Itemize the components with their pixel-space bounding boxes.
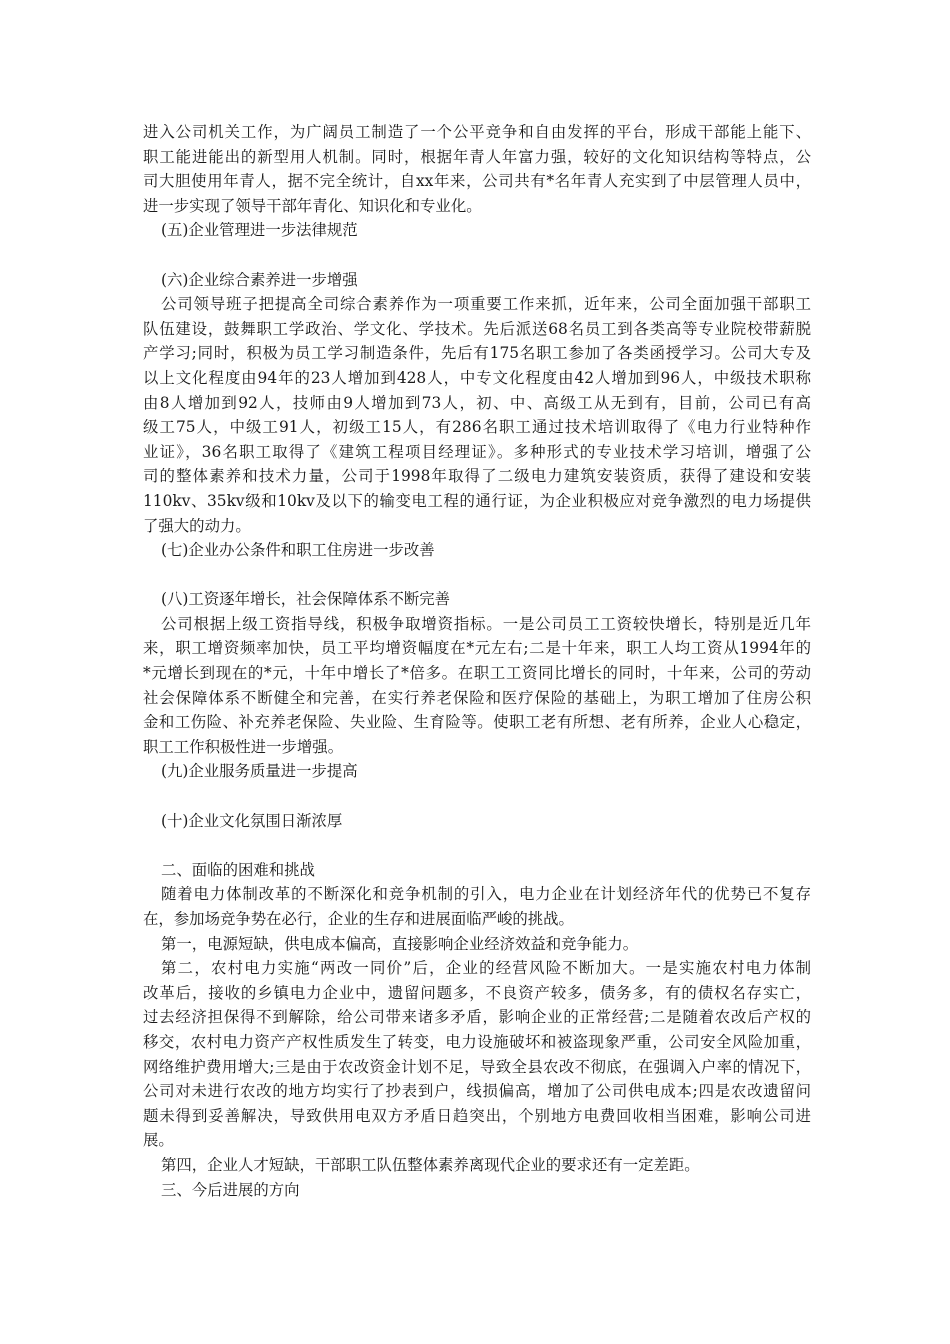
paragraph-line: 第二，农村电力实施“两改一同价”后，企业的经营风险不断加大。一是实施农村电力体制 (161, 959, 811, 978)
paragraph-line: 进入公司机关工作，为广阔员工制造了一个公平竞争和自由发挥的平台，形成干部能上能下、 (143, 123, 811, 141)
paragraph-line: 金和工伤险、补充养老保险、失业险、生育险等。使职工老有所想、老有所养，企业人心稳定， (143, 713, 811, 732)
section-heading: (七)企业办公条件和职工住房进一步改善 (161, 541, 435, 560)
section-heading: (九)企业服务质量进一步提高 (161, 762, 358, 781)
document-page (143, 120, 811, 1202)
paragraph-line: 由8人增加到92人，技师由9人增加到73人，初、中、高级工从无到有，目前，公司已有高 (143, 393, 811, 412)
paragraph-line: 级工75人，中级工91人，初级工15人，有286名职工通过技术培训取得了《电力行业特种作 (143, 418, 811, 437)
body-paragraph (143, 292, 811, 538)
paragraph-line: 来，职工增资频率加快，员工平均增资幅度在*元左右;二是十年来，职工人均工资从1994年的 (143, 639, 811, 658)
paragraph-line: 网络维护费用增大;三是由于农改资金计划不足，导致全县农改不彻底，在强调入户率的情况下， (143, 1057, 811, 1076)
paragraph-line: *元增长到现在的*元，十年中增长了*倍多。在职工工资同比增长的同时，十年来，公司的劳动 (143, 664, 811, 683)
paragraph-line: 移交，农村电力资产产权性质发生了转变，电力设施破坏和被盗现象严重，公司安全风险加重， (143, 1032, 811, 1051)
paragraph-line: 司的整体素养和技术力量，公司于1998年取得了二级电力建筑安装资质，获得了建设和安装 (143, 467, 811, 486)
body-paragraph (143, 932, 811, 957)
paragraph-line: 在，参加场竞争势在必行，企业的生存和进展面临严峻的挑战。 (143, 910, 574, 928)
body-paragraph (143, 956, 811, 1153)
paragraph-line: 产学习;同时，积极为员工学习制造条件，先后有175名职工参加了各类函授学习。公司大专及 (143, 344, 811, 363)
paragraph-line: 过去经济担保得不到解除，给公司带来诸多矛盾，影响企业的正常经营;二是随着农改后产权的 (143, 1008, 811, 1027)
paragraph-line: 职工工作积极性进一步增强。 (143, 737, 344, 756)
body-paragraph (143, 882, 811, 931)
paragraph-line: 以上文化程度由94年的23人增加到428人，中专文化程度由42人增加到96人，中级技术职称 (143, 368, 811, 387)
blank-line (143, 563, 811, 588)
paragraph-line: 改革后，接收的乡镇电力企业中，遗留问题多，不良资产较多，债务多，有的债权名存实亡， (143, 983, 811, 1002)
paragraph-line: 第四，企业人才短缺，干部职工队伍整体素养离现代企业的要求还有一定差距。 (161, 1155, 700, 1174)
paragraph-line: 进一步实现了领导干部年青化、知识化和专业化。 (143, 196, 482, 215)
paragraph-line: 公司领导班子把提高全司综合素养作为一项重要工作来抓，近年来，公司全面加强干部职工 (161, 295, 811, 314)
paragraph-line: 社会保障体系不断健全和完善，在实行养老保险和医疗保险的基础上，为职工增加了住房公积 (143, 688, 811, 707)
body-paragraph (143, 612, 811, 760)
blank-line (143, 784, 811, 809)
paragraph-line: 职工能进能出的新型用人机制。同时，根据年青人年富力强，较好的文化知识结构等特点，公 (143, 147, 811, 166)
section-heading: (六)企业综合素养进一步增强 (161, 270, 358, 289)
body-paragraph (143, 120, 811, 218)
paragraph-line: 业证》，36名职工取得了《建筑工程项目经理证》。多种形式的专业技术学习培训，增强了公 (143, 442, 811, 461)
section-heading: 二、面临的困难和挑战 (161, 860, 315, 879)
paragraph-line: 展。 (143, 1131, 174, 1150)
blank-line (143, 833, 811, 858)
paragraph-line: 队伍建设，鼓舞职工学政治、学文化、学技术。先后派送68名员工到各类高等专业院校带薪脱 (143, 319, 811, 338)
paragraph-line: 110kv、35kv级和10kv及以下的输变电工程的通行证，为企业积极应对竞争激烈的电力场提供 (143, 491, 811, 510)
section-heading: 三、今后进展的方向 (161, 1180, 300, 1199)
body-paragraph (143, 1153, 811, 1178)
paragraph-line: 题未得到妥善解决，导致供用电双方矛盾日趋突出，个别地方电费回收相当困难，影响公司进 (143, 1106, 811, 1125)
section-heading: (十)企业文化氛围日渐浓厚 (161, 811, 343, 830)
paragraph-line: 第一，电源短缺，供电成本偏高，直接影响企业经济效益和竞争能力。 (161, 934, 639, 953)
paragraph-line: 公司根据上级工资指导线，积极争取增资指标。一是公司员工工资较快增长，特别是近几年 (161, 614, 811, 633)
section-heading: (五)企业管理进一步法律规范 (161, 221, 358, 240)
paragraph-line: 了强大的动力。 (143, 516, 251, 535)
paragraph-line: 随着电力体制改革的不断深化和竞争机制的引入，电力企业在计划经济年代的优势已不复存 (161, 885, 811, 904)
blank-line (143, 243, 811, 268)
paragraph-line: 司大胆使用年青人，据不完全统计，自xx年来，公司共有*名年青人充实到了中层管理人员中， (143, 172, 811, 191)
paragraph-line: 公司对未进行农改的地方均实行了抄表到户，线损偏高，增加了公司供电成本;四是农改遗留问 (143, 1082, 811, 1101)
section-heading: (八)工资逐年增长，社会保障体系不断完善 (161, 590, 451, 609)
